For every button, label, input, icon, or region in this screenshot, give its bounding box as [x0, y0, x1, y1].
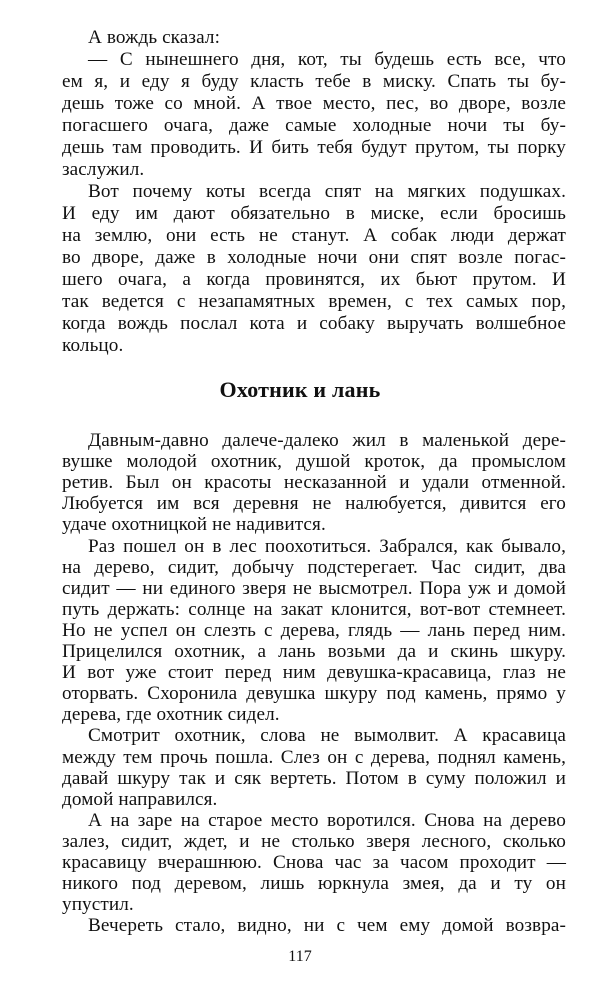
text-line: шего очага, а когда провинятся, их бьют прутом. И [62, 269, 566, 290]
text-line: во дворе, даже в холодные ночи они спят возле погас- [62, 247, 566, 268]
text-line: Прицелился охотник, а лань возьми да и скинь шкуру. [62, 641, 566, 662]
text-line: дешь там проводить. И бить тебя будут прутом, ты порку [62, 137, 566, 158]
page-number: 117 [288, 948, 312, 965]
text-line: И вот уже стоит перед ним девушка-красавица, глаз не [62, 662, 566, 684]
text-line: оторвать. Схоронила девушка шкуру под камень, прямо у [62, 683, 566, 705]
text-line: красавицу вчерашнюю. Снова час за часом проходит — [62, 852, 566, 873]
text-line: упустил. [62, 894, 134, 916]
text-line: залез, сидит, ждет, и не столько зверя лесного, сколько [62, 830, 566, 852]
text-line: Любуется им вся деревня не налюбуется, дивится его [62, 493, 566, 515]
text-line: удаче охотницкой не надивится. [62, 514, 326, 536]
text-line: погасшего очага, даже самые холодные ночи ты бу- [62, 115, 566, 136]
text-line: путь держать: солнце на закат клонится, вот-вот стемнеет. [62, 598, 566, 620]
text-line: так ведется с незапамятных времен, с тех самых пор, [62, 291, 566, 312]
text-line: ем я, и еду я буду класть тебе в миску. Спать ты бу- [62, 71, 566, 92]
text-line: кольцо. [62, 335, 124, 356]
text-line: вушке молодой охотник, душой кроток, да промыслом [62, 451, 566, 473]
text-line: сидит — ни единого зверя не высмотрел. Пора уж и домой [62, 577, 566, 599]
text-line: Смотрит охотник, слова не вымолвит. А красавица [88, 725, 566, 747]
text-line: Но не успел он слезть с дерева, глядь — лань перед ним. [62, 619, 566, 641]
text-line: домой направился. [62, 788, 218, 810]
text-line: Раз пошел он в лес поохотиться. Забрался, как бывало, [88, 535, 566, 557]
story-title: Охотник и лань [219, 377, 381, 402]
text-line: А вождь сказал: [88, 27, 220, 48]
text-line: между тем прочь пошла. Слез он с дерева, поднял камень, [62, 746, 566, 768]
text-line: А на заре на старое место воротился. Снова на дерево [88, 809, 566, 831]
text-line: Давным-давно далече-далеко жил в маленькой дере- [88, 430, 566, 451]
text-line: когда вождь послал кота и собаку выручать волшебное [62, 313, 566, 334]
text-line: давай шкуру так и сяк вертеть. Потом в суму положил и [62, 767, 566, 789]
text-line: — С нынешнего дня, кот, ты будешь есть все, что [88, 49, 566, 70]
text-line: никого под деревом, лишь юркнула змея, да и ту он [62, 873, 566, 895]
text-line: на дерево, сидит, добычу подстерегает. Час сидит, два [62, 556, 566, 578]
text-line: дешь тоже со мной. А твое место, пес, во дворе, возле [62, 93, 566, 114]
text-line: ретив. Был он красоты несказанной и удали отменной. [62, 472, 566, 494]
text-line: И еду им дают обязательно в миске, если бросишь [62, 203, 566, 224]
text-line: Вечереть стало, видно, ни с чем ему домой возвра- [88, 915, 566, 937]
text-line: на землю, они есть не станут. А собак люди держат [62, 225, 566, 246]
text-line: дерева, где охотник сидел. [62, 704, 280, 726]
text-line: заслужил. [62, 159, 145, 180]
text-line: Вот почему коты всегда спят на мягких подушках. [88, 181, 566, 202]
